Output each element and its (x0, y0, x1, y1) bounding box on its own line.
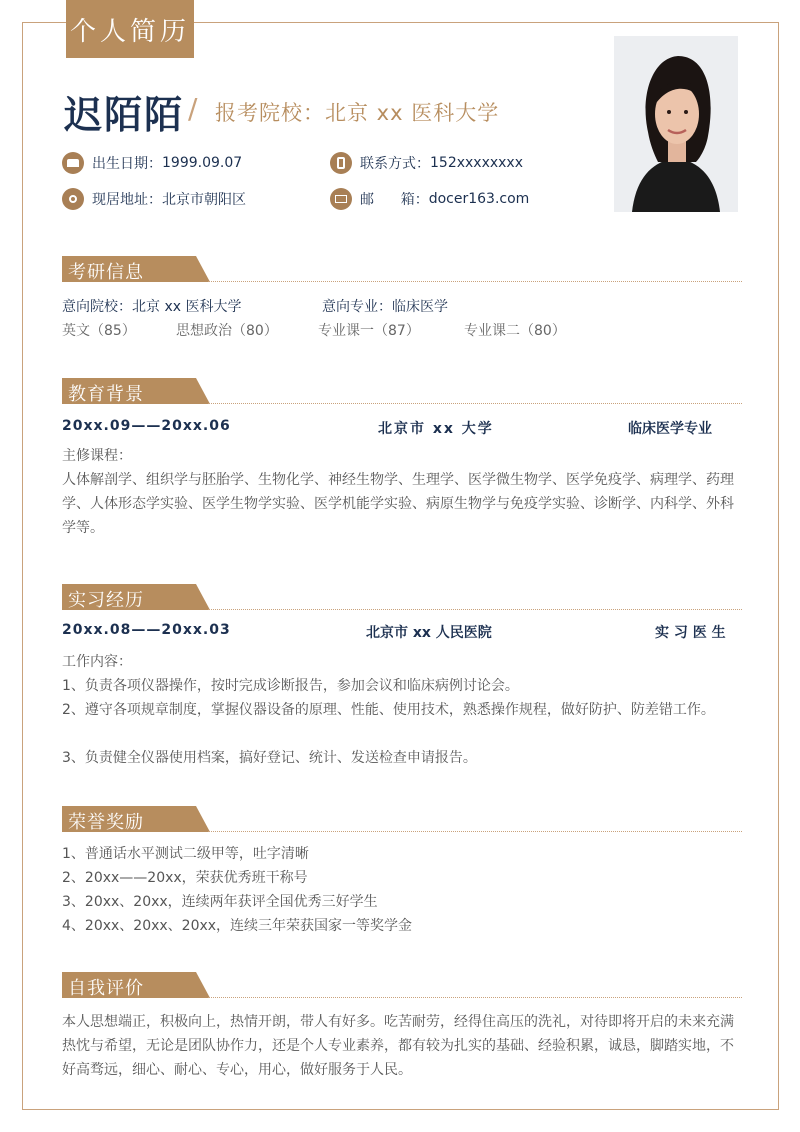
contact-label: 联系方式： (360, 156, 430, 172)
section-title: 实习经历 (68, 590, 144, 611)
location-pin-icon (62, 188, 84, 210)
section-title: 教育背景 (68, 384, 144, 405)
contact-value: 152xxxxxxxx (430, 155, 524, 171)
phone-icon (330, 152, 352, 174)
honor-item: 2、20xx——20xx，荣获优秀班干称号 (62, 870, 308, 886)
self-evaluation-text: 本人思想端正，积极向上，热情开朗，带人有好多。吃苦耐劳，经得住高压的洗礼，对待即将开启的未来充满热忱与希望，无论是团队协作力，还是个人专业素养，都有较为扎实的基础、经验积累，诚恳，脚踏实地，不好高骛远，细心、耐心、专心，用心，做好服务于人民。 (62, 1014, 734, 1078)
cake-icon (62, 152, 84, 174)
address-row (62, 188, 246, 210)
section-education-header (62, 378, 742, 408)
contact-row (330, 152, 523, 174)
intended-major: 意向专业：临床医学 (322, 299, 448, 315)
education-major: 临床医学专业 (628, 421, 712, 437)
intended-school: 意向院校：北京 xx 医科大学 (62, 299, 242, 315)
work-content-label: 工作内容： (62, 654, 132, 670)
section-title: 自我评价 (68, 978, 144, 999)
address-label: 现居地址： (92, 192, 162, 208)
title-separator: / (188, 92, 198, 125)
birth-date-value: 1999.09.07 (162, 155, 243, 171)
mail-icon (330, 188, 352, 210)
resume-title-tab: 个人简历 (66, 0, 194, 58)
honor-item: 1、普通话水平测试二级甲等，吐字清晰 (62, 846, 309, 862)
courses-list: 人体解剖学、组织学与胚胎学、生物化学、神经生物学、生理学、医学微生物学、医学免疫学、病理学、药理学、人体形态学实验、医学生物学实验、医学机能学实验、病原生物学与免疫学实验、诊断学、内科学、外科学等。 (62, 472, 734, 536)
honor-item: 4、20xx、20xx、20xx，连续三年荣获国家一等奖学金 (62, 918, 413, 934)
education-school: 北京市 xx 大学 (378, 421, 494, 437)
courses-label: 主修课程： (62, 448, 132, 464)
birth-date-row (62, 152, 242, 174)
target-school: 报考院校：北京 xx 医科大学 (215, 101, 500, 125)
score-major-1: 专业课一（87） (318, 323, 420, 339)
section-honors-header (62, 806, 742, 836)
work-item: 2、遵守各项规章制度，掌握仪器设备的原理、性能、使用技术，熟悉操作规程，做好防护、防差错工作。 (62, 702, 715, 718)
section-internship-header (62, 584, 742, 614)
address-value: 北京市朝阳区 (162, 192, 246, 208)
section-title: 考研信息 (68, 262, 144, 283)
score-major-2: 专业课二（80） (464, 323, 566, 339)
internship-period: 20xx.08——20xx.03 (62, 622, 231, 638)
score-politics: 思想政治（80） (176, 323, 278, 339)
email-label: 邮 箱： (360, 192, 429, 208)
internship-role: 实 习 医 生 (655, 625, 726, 641)
section-exam-header (62, 256, 742, 286)
work-item: 3、负责健全仪器使用档案，搞好登记、统计、发送检查申请报告。 (62, 750, 477, 766)
profile-photo (614, 36, 738, 212)
score-english: 英文（85） (62, 323, 136, 339)
candidate-name: 迟陌陌 (64, 93, 185, 137)
honor-item: 3、20xx、20xx，连续两年获评全国优秀三好学生 (62, 894, 378, 910)
section-self-header (62, 972, 742, 1002)
section-title: 荣誉奖励 (68, 812, 144, 833)
birth-date-label: 出生日期： (92, 156, 162, 172)
internship-org: 北京市 xx 人民医院 (366, 625, 492, 641)
education-period: 20xx.09——20xx.06 (62, 418, 231, 434)
email-row (330, 188, 529, 210)
email-value: docer163.com (428, 191, 530, 207)
work-item: 1、负责各项仪器操作，按时完成诊断报告，参加会议和临床病例讨论会。 (62, 678, 519, 694)
